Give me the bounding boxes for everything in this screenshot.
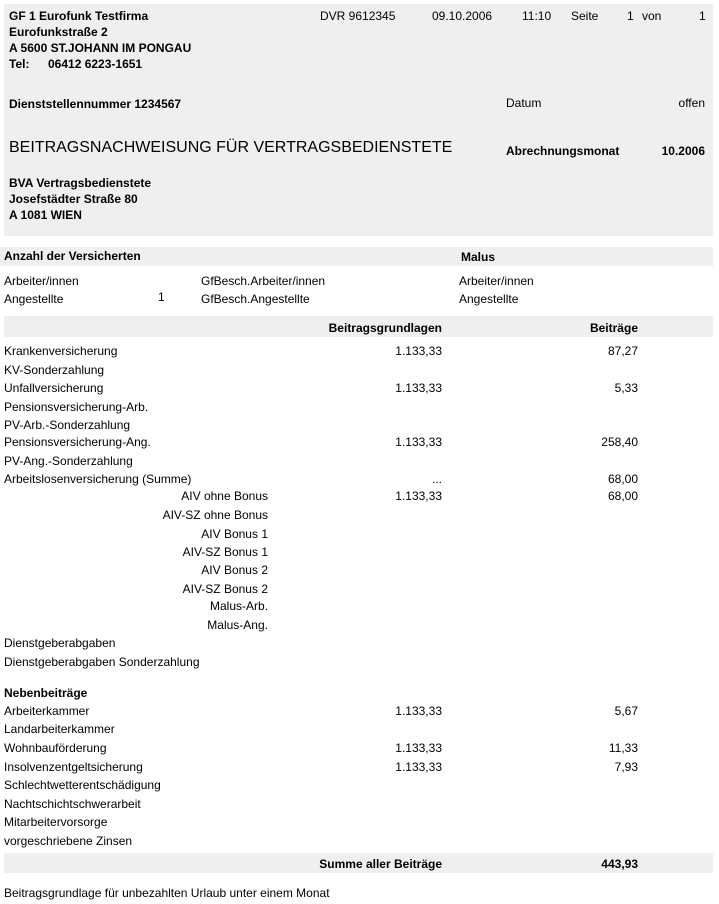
row-amount: 68,00 — [607, 489, 638, 503]
row-label: vorgeschriebene Zinsen — [4, 834, 133, 848]
abrechnungsmonat-value: 10.2006 — [661, 144, 705, 158]
row-base: 1.133,33 — [395, 741, 442, 755]
row-base: 1.133,33 — [395, 381, 442, 395]
insured-gf-angestellte: GfBesch.Angestellte — [201, 292, 310, 306]
row-amount: 11,33 — [608, 741, 638, 755]
datum-value: offen — [678, 96, 705, 110]
page-of-label: von — [642, 9, 662, 23]
neben-heading: Nebenbeiträge — [4, 686, 88, 700]
row-base: 1.133,33 — [395, 344, 442, 358]
row-label: Wohnbauförderung — [4, 741, 107, 755]
row-label: Landarbeiterkammer — [4, 722, 115, 736]
row-label: Krankenversicherung — [4, 344, 118, 358]
row-label: AIV ohne Bonus — [181, 489, 268, 503]
insured-gf-arbeiter: GfBesch.Arbeiter/innen — [201, 274, 326, 288]
insured-angestellte: Angestellte — [4, 292, 64, 306]
company-tel: 06412 6223-1651 — [48, 57, 143, 71]
row-label: Dienstgeberabgaben — [4, 636, 116, 650]
row-amount: 258,40 — [601, 435, 638, 449]
row-label: Malus-Ang. — [207, 618, 268, 632]
row-label: AIV-SZ Bonus 2 — [182, 582, 268, 596]
row-label: AIV-SZ ohne Bonus — [162, 508, 268, 522]
row-label: Insolvenzentgeltsicherung — [4, 760, 143, 774]
row-label: AIV Bonus 1 — [201, 527, 268, 541]
company-city: A 5600 ST.JOHANN IM PONGAU — [9, 41, 192, 55]
row-label: AIV-SZ Bonus 1 — [182, 545, 268, 559]
dvr-number: DVR 9612345 — [320, 9, 396, 23]
malus-angestellte: Angestellte — [459, 292, 519, 306]
insured-angestellte-count: 1 — [158, 290, 165, 304]
page-total: 1 — [699, 9, 706, 23]
row-amount: 5,33 — [614, 381, 638, 395]
malus-arbeiter: Arbeiter/innen — [459, 274, 534, 288]
row-amount: 5,67 — [614, 704, 638, 718]
row-label: AIV Bonus 2 — [201, 563, 268, 577]
row-label: KV-Sonderzahlung — [4, 363, 105, 377]
recipient-city: A 1081 WIEN — [9, 208, 82, 222]
row-label: Dienstgeberabgaben Sonderzahlung — [4, 655, 200, 669]
row-label: Arbeitslosenversicherung (Summe) — [4, 472, 192, 486]
dienststelle-number: Dienststellennummer 1234567 — [9, 97, 182, 111]
row-label: Arbeiterkammer — [4, 704, 90, 718]
row-amount: 7,93 — [614, 760, 638, 774]
insured-heading: Anzahl der Versicherten — [4, 249, 141, 263]
document-title: BEITRAGSNACHWEISUNG FÜR VERTRAGSBEDIENSTETE — [9, 139, 453, 156]
insured-arbeiter: Arbeiter/innen — [4, 274, 79, 288]
row-label: Nachtschichtschwerarbeit — [4, 797, 141, 811]
row-label: Pensionsversicherung-Arb. — [4, 400, 149, 414]
page-number: 1 — [627, 9, 634, 23]
row-amount: 87,27 — [607, 344, 638, 358]
row-base: ... — [431, 472, 442, 486]
recipient-street: Josefstädter Straße 80 — [9, 192, 138, 206]
row-label: Unfallversicherung — [4, 381, 104, 395]
row-amount: 68,00 — [607, 472, 638, 486]
row-label: Schlechtwetterentschädigung — [4, 778, 161, 792]
datum-label: Datum — [506, 96, 542, 110]
row-label: Malus-Arb. — [209, 599, 268, 613]
summary-value: 443,93 — [601, 857, 638, 871]
row-base: 1.133,33 — [395, 435, 442, 449]
page-label: Seite — [571, 9, 599, 23]
abrechnungsmonat-label: Abrechnungsmonat — [506, 144, 620, 158]
company-tel-label: Tel: — [9, 57, 30, 71]
col-header-base: Beitragsgrundlagen — [328, 321, 442, 335]
row-base: 1.133,33 — [395, 760, 442, 774]
footer-note: Beitragsgrundlage für unbezahlten Urlaub unter einem Monat — [4, 886, 330, 900]
row-label: PV-Ang.-Sonderzahlung — [4, 454, 133, 468]
recipient-name: BVA Vertragsbedienstete — [9, 176, 152, 190]
row-label: Pensionsversicherung-Ang. — [4, 435, 151, 449]
row-base: 1.133,33 — [395, 704, 442, 718]
print-date: 09.10.2006 — [432, 9, 493, 23]
print-time: 11:10 — [522, 9, 552, 23]
malus-heading: Malus — [461, 250, 496, 264]
col-header-amount: Beiträge — [589, 321, 638, 335]
row-label: PV-Arb.-Sonderzahlung — [4, 418, 131, 432]
row-label: Mitarbeitervorsorge — [4, 815, 108, 829]
company-name: GF 1 Eurofunk Testfirma — [9, 9, 149, 23]
summary-label: Summe aller Beiträge — [319, 857, 442, 871]
row-base: 1.133,33 — [395, 489, 442, 503]
company-street: Eurofunkstraße 2 — [9, 25, 108, 39]
